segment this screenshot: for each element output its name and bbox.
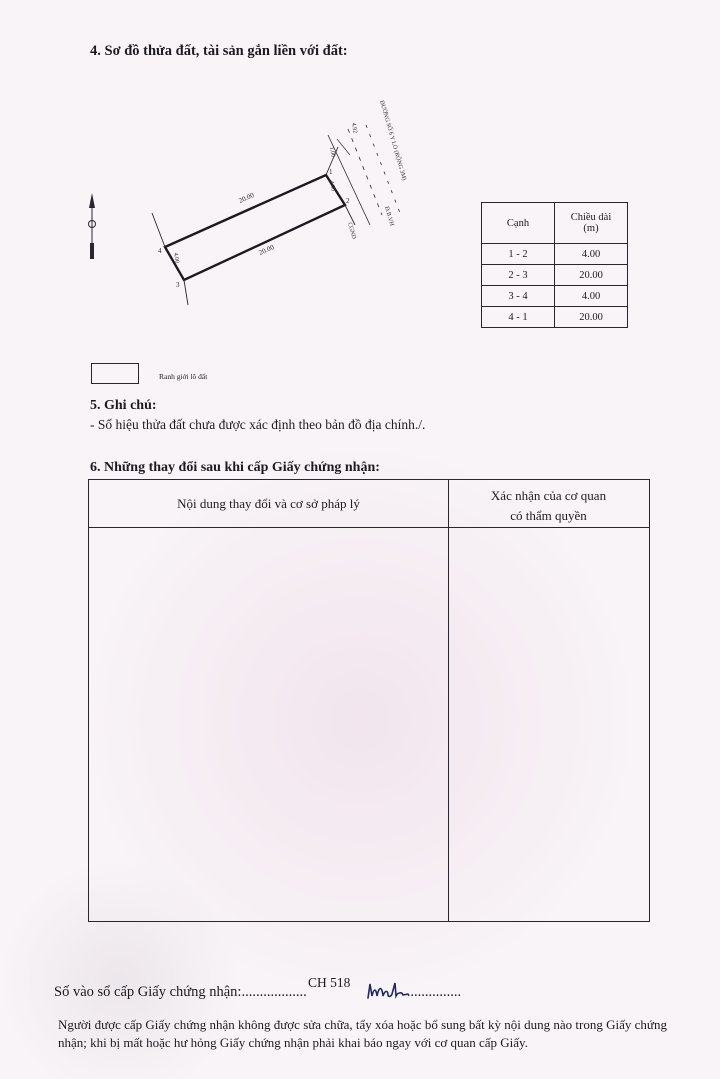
changes-col2-header-line2: có thẩm quyền <box>510 508 587 523</box>
changes-col2-header <box>448 486 649 526</box>
footnote: Người được cấp Giấy chứng nhận không được sửa chữa, tẩy xóa hoặc bổ sung bất kỳ nội dung nào trong Giấy chứng nhận; khi bị mất hoặc hư hỏng Giấy chứng nhận phải khai báo ngay với cơ quan cấp Giấy. <box>58 1017 667 1050</box>
changes-col2-header-line1: Xác nhận của cơ quan <box>490 488 607 503</box>
column-divider <box>448 480 449 921</box>
header-length <box>555 203 628 244</box>
registry-label: Số vào sổ cấp Giấy chứng nhận: <box>54 984 242 1000</box>
header-divider <box>89 527 649 528</box>
table-row <box>482 307 628 328</box>
section-5-title: 5. Ghi chú: <box>90 398 157 413</box>
vertex-4: 4 <box>158 247 162 255</box>
legend-swatch <box>91 363 139 384</box>
edge-label-top: 20.00 <box>237 191 256 205</box>
road-dim-2: 4.92 <box>350 122 358 134</box>
table-header-row <box>482 203 628 244</box>
edge-label-bottom: 20.00 <box>257 243 276 257</box>
header-length-line1: Chiều dài <box>570 212 612 223</box>
edge-label-left: 4.00 <box>172 252 180 264</box>
header-length-line2: (m) <box>583 223 599 234</box>
parcel-diagram <box>80 95 480 325</box>
parcel-outline <box>152 147 355 305</box>
vertex-2: 2 <box>346 197 350 205</box>
table-row <box>482 286 628 307</box>
vertex-3: 3 <box>176 281 180 289</box>
north-arrow-icon <box>89 193 96 259</box>
registry-dots-before: .................. <box>241 984 307 1000</box>
north-mark: B <box>89 200 95 206</box>
changes-table <box>88 479 650 922</box>
dbv-label: Đ.B.VH <box>383 205 395 227</box>
changes-col1-header: Nội dung thay đổi và cơ sở pháp lý <box>177 496 360 511</box>
section-5-note: - Số hiệu thửa đất chưa được xác định theo bản đồ địa chính./. <box>90 417 426 432</box>
edge-length-table <box>481 202 628 328</box>
table-row <box>482 244 628 265</box>
section-6-title: 6. Những thay đổi sau khi cấp Giấy chứng nhận: <box>90 460 380 475</box>
vertex-1: 1 <box>329 168 333 176</box>
legend-label: Ranh giới lô đất <box>159 372 208 381</box>
length-cell: 4.00 <box>555 244 628 265</box>
road-label: ĐƯỜNG SỐ 6 Y LÒ (RỘNG 3M) <box>378 99 407 182</box>
registry-number: CH 518 <box>308 975 351 990</box>
length-cell: 4.00 <box>555 286 628 307</box>
edge-label-right: 4.00 <box>328 180 336 192</box>
registry-dots-after: ............... <box>406 984 462 1000</box>
length-cell: 20.00 <box>555 307 628 328</box>
road-dim-1: 1.00 <box>328 146 336 158</box>
table-row <box>482 265 628 286</box>
edge-cell: 1 - 2 <box>482 244 555 265</box>
cgnd-label: CGND <box>346 221 357 240</box>
edge-cell: 4 - 1 <box>482 307 555 328</box>
signature-scribble <box>366 980 410 1002</box>
edge-cell: 2 - 3 <box>482 265 555 286</box>
section-4-title: 4. Sơ đồ thửa đất, tài sản gắn liền với đất: <box>90 43 348 59</box>
header-edge: Cạnh <box>482 203 555 244</box>
edge-cell: 3 - 4 <box>482 286 555 307</box>
length-cell: 20.00 <box>555 265 628 286</box>
